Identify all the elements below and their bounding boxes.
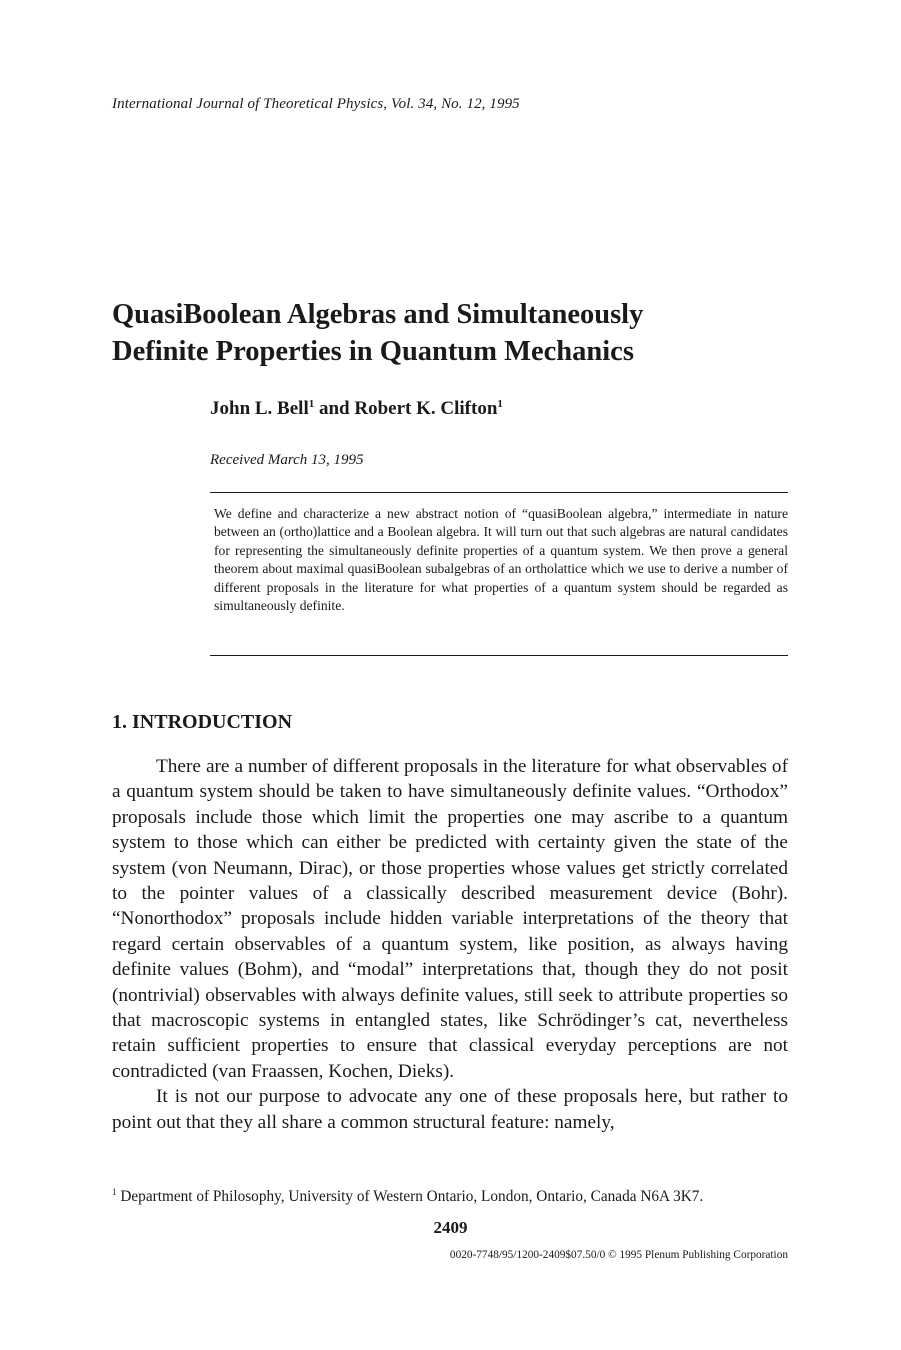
paper-title (112, 296, 792, 370)
paragraph-2: It is not our purpose to advocate any one of these proposals here, but rather to point out that they all share a common structural feature: namely, (112, 1086, 788, 1133)
body-text (112, 754, 788, 1135)
author-1: John L. Bell (210, 398, 309, 419)
abstract-top-rule (210, 492, 788, 493)
section-heading: 1. INTRODUCTION (112, 711, 293, 733)
received-date: Received March 13, 1995 (210, 452, 364, 468)
title-line-2: Definite Properties in Quantum Mechanics (112, 336, 634, 367)
journal-header: International Journal of Theoretical Physics, Vol. 34, No. 12, 1995 (112, 96, 520, 112)
title-line-1: QuasiBoolean Algebras and Simultaneously (112, 299, 644, 330)
paragraph-1: There are a number of different proposals in the literature for what observables of a quantum system should be taken to have simultaneously definite values. “Orthodox” proposals include those which limit the properties one may ascribe to a quantum system to those which can either be predicted with certainty given the state of the system (von Neumann, Dirac), or those properties whose values get strictly correlated to the pointer values of a classically described measurement device (Bohr). “Nonorthodox” proposals include hidden variable interpretations of the theory that regard certain observables of a quantum system, like position, as always having definite values (Bohm), and “modal” interpretations that, though they do not posit (nontrivial) observables with always definite values, still seek to attribute properties so that macroscopic systems in entangled states, like Schrödinger’s cat, nevertheless retain sufficient properties to ensure that classical everyday perceptions are not contradicted (van Fraassen, Kochen, Dieks). (112, 756, 788, 1082)
author-list (210, 398, 503, 420)
copyright-line: 0020-7748/95/1200-2409$07.50/0 © 1995 Plenum Publishing Corporation (449, 1249, 788, 1261)
footnote-mark: 1 (112, 1187, 117, 1197)
author-conjunction: and (314, 398, 355, 419)
abstract: We define and characterize a new abstract notion of “quasiBoolean algebra,” intermediate in nature between an (ortho)lattice and a Boolean algebra. It will turn out that such algebras are natural candidates for representing the simultaneously definite properties of a quantum system. We then prove a general theorem about maximal quasiBoolean subalgebras of an ortholattice which we use to derive a number of different proposals in the literature for what properties of a quantum system should be regarded as simultaneously definite. (214, 506, 788, 614)
page-number: 2409 (433, 1218, 468, 1237)
footnote (112, 1188, 792, 1206)
abstract-bottom-rule (210, 655, 788, 656)
author-2-affiliation-mark: 1 (497, 398, 503, 410)
author-2: Robert K. Clifton (354, 398, 498, 419)
author-1-affiliation-mark: 1 (308, 398, 315, 410)
footnote-text: Department of Philosophy, University of Western Ontario, London, Ontario, Canada N6A 3K7. (120, 1188, 704, 1205)
